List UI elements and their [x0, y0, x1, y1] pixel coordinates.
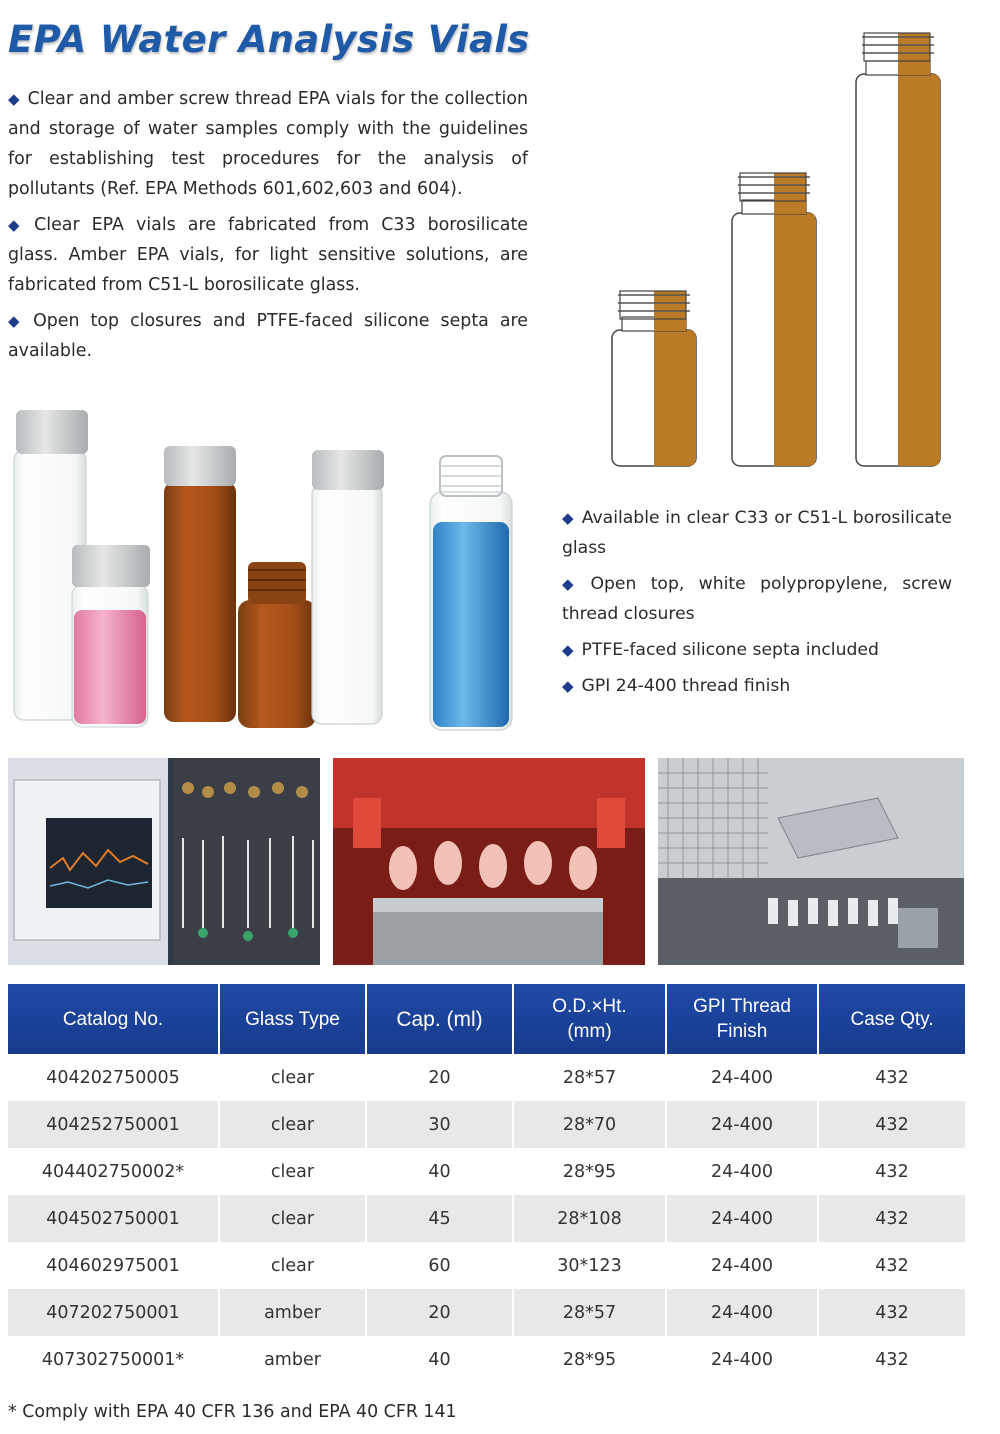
intro-paragraph: ◆ Clear EPA vials are fabricated from C33 borosilicate glass. Amber EPA vials, for light sensitive solutions, are fabricated from C51-L borosilicate glass.	[8, 215, 528, 295]
table-row	[8, 1289, 965, 1336]
table-row	[8, 1242, 965, 1289]
header-od-height: O.D.×Ht. (mm)	[513, 984, 666, 1054]
cell-thread-finish: 24-400	[666, 1054, 818, 1101]
diamond-bullet-icon: ◆	[8, 216, 27, 234]
cell-thread-finish: 24-400	[666, 1242, 818, 1289]
diamond-bullet-icon: ◆	[8, 90, 20, 108]
diamond-bullet-icon: ◆	[562, 575, 583, 593]
table-row	[8, 1054, 965, 1101]
cell-catalog-no: 404602975001	[8, 1242, 219, 1289]
header-case-qty: Case Qty.	[818, 984, 965, 1054]
cell-glass-type: amber	[219, 1289, 366, 1336]
cell-glass-type: clear	[219, 1195, 366, 1242]
medium-vial-drawing	[732, 173, 816, 466]
diamond-bullet-icon: ◆	[8, 312, 26, 330]
header-catalog-no: Catalog No.	[8, 984, 219, 1054]
automated-inspection-photo	[658, 758, 964, 965]
cell-od-height: 28*70	[513, 1101, 666, 1148]
header-thread-finish: GPI Thread Finish	[666, 984, 818, 1054]
cell-thread-finish: 24-400	[666, 1336, 818, 1383]
feature-item: ◆ Open top, white polypropylene, screw thread closures	[562, 574, 952, 624]
cell-capacity: 30	[366, 1101, 513, 1148]
feature-item: ◆ PTFE-faced silicone septa included	[562, 640, 879, 660]
cell-capacity: 60	[366, 1242, 513, 1289]
cell-case-qty: 432	[875, 1349, 909, 1370]
small-vial-drawing	[612, 291, 696, 466]
spec-table	[8, 984, 965, 1383]
cell-od-height: 28*57	[513, 1054, 666, 1101]
large-vial-drawing	[856, 33, 940, 466]
feature-item: ◆ Available in clear C33 or C51-L borosilicate glass	[562, 508, 952, 558]
table-row	[8, 1336, 965, 1383]
diamond-bullet-icon: ◆	[562, 509, 574, 527]
cell-od-height: 28*57	[513, 1289, 666, 1336]
cell-capacity: 20	[366, 1054, 513, 1101]
cell-glass-type: clear	[219, 1148, 366, 1195]
cell-thread-finish: 24-400	[666, 1289, 818, 1336]
cell-catalog-no: 404252750001	[8, 1101, 219, 1148]
table-header-row	[8, 984, 965, 1054]
page-title: EPA Water Analysis Vials	[8, 18, 530, 61]
cell-capacity: 40	[366, 1336, 513, 1383]
cell-capacity: 20	[366, 1289, 513, 1336]
feature-item: ◆ GPI 24-400 thread finish	[562, 676, 791, 696]
intro-paragraph: ◆ Clear and amber screw thread EPA vials for the collection and storage of water samples comply with the guidelines for establishing test procedures for the analysis of pollutants (Ref. EPA Methods 601,602,603 and 604).	[8, 89, 528, 199]
cell-capacity: 40	[366, 1148, 513, 1195]
cell-catalog-no: 407302750001*	[8, 1336, 219, 1383]
cell-capacity: 45	[366, 1195, 513, 1242]
cell-od-height: 28*95	[513, 1336, 666, 1383]
table-row	[8, 1148, 965, 1195]
cell-glass-type: amber	[219, 1336, 366, 1383]
cell-case-qty: 432	[818, 1195, 965, 1242]
cell-glass-type: clear	[219, 1242, 366, 1289]
header-capacity: Cap. (ml)	[366, 984, 513, 1054]
cell-case-qty: 432	[818, 1289, 965, 1336]
cell-thread-finish: 24-400	[666, 1148, 818, 1195]
cell-case-qty: 432	[875, 1255, 909, 1276]
table-row	[8, 1101, 965, 1148]
cell-od-height: 30*123	[513, 1242, 666, 1289]
cell-catalog-no: 404502750001	[8, 1195, 219, 1242]
production-photos	[8, 758, 964, 965]
vial-forming-machine-photo	[333, 758, 645, 965]
vial-diagram	[600, 25, 960, 475]
cell-thread-finish: 24-400	[666, 1101, 818, 1148]
cell-od-height: 28*108	[513, 1195, 666, 1242]
header-glass-type: Glass Type	[219, 984, 366, 1054]
diamond-bullet-icon: ◆	[562, 677, 574, 695]
cell-glass-type: clear	[219, 1101, 366, 1148]
cell-thread-finish: 24-400	[666, 1195, 818, 1242]
cell-case-qty: 432	[875, 1161, 909, 1182]
cell-catalog-no: 404202750005	[8, 1054, 219, 1101]
cell-case-qty: 432	[875, 1067, 909, 1088]
cell-od-height: 28*95	[513, 1148, 666, 1195]
cell-glass-type: clear	[219, 1054, 366, 1101]
table-row	[8, 1195, 965, 1242]
cell-catalog-no: 404402750002*	[8, 1148, 219, 1195]
intro-paragraph: ◆ Open top closures and PTFE-faced silicone septa are available.	[8, 311, 528, 361]
cell-case-qty: 432	[818, 1101, 965, 1148]
cell-catalog-no: 407202750001	[8, 1289, 219, 1336]
intro-text	[8, 84, 528, 372]
features-list	[562, 503, 952, 707]
compliance-footnote: * Comply with EPA 40 CFR 136 and EPA 40 CFR 141	[8, 1402, 457, 1422]
vials-product-photo	[0, 400, 530, 740]
vial-spec-table	[8, 984, 965, 1383]
diamond-bullet-icon: ◆	[562, 641, 574, 659]
monitoring-equipment-photo	[8, 758, 320, 965]
